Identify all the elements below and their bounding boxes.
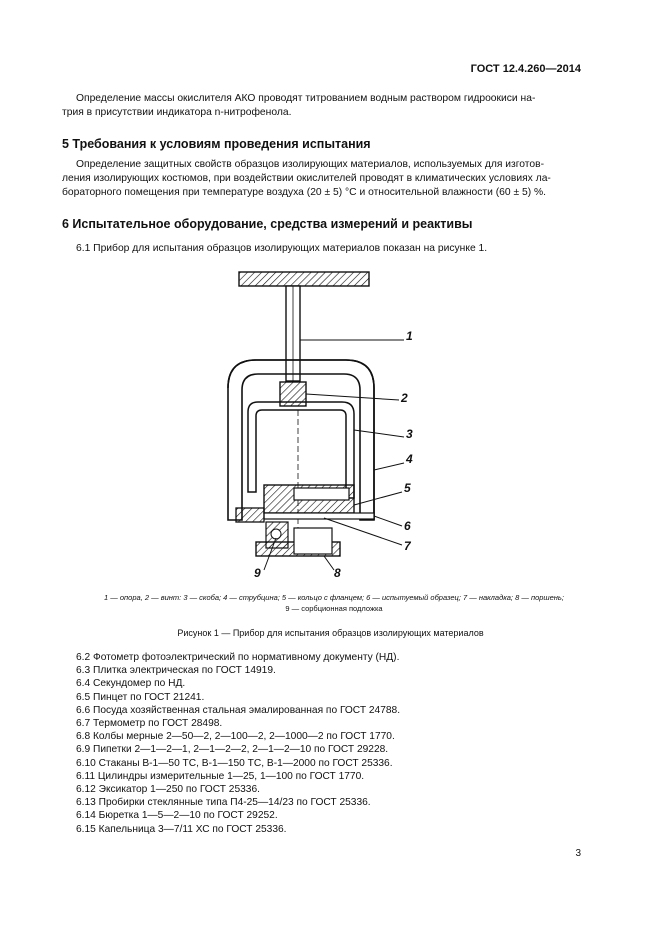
- list-item: 6.13 Пробирки стеклянные типа П4-25—14/23 по ГОСТ 25336.: [76, 797, 371, 809]
- callout-2: 2: [401, 391, 408, 405]
- section-5-line-3: бораторного помещения при температуре воздуха (20 ± 5) °С и относительной влажности (60 ± 5) %.: [62, 187, 547, 198]
- list-item: 6.12 Эксикатор 1—250 по ГОСТ 25336.: [76, 784, 260, 796]
- document-code-header: ГОСТ 12.4.260—2014: [470, 63, 581, 75]
- page-number: 3: [575, 848, 581, 859]
- intro-line-1: Определение массы окислителя АКО проводят титрованием водным раствором гидроокиси на-: [76, 93, 536, 104]
- list-item: 6.3 Плитка электрическая по ГОСТ 14919.: [76, 665, 276, 677]
- list-item: 6.15 Капельница 3—7/11 ХС по ГОСТ 25336.: [76, 823, 287, 835]
- clause-6-1: 6.1 Прибор для испытания образцов изолирующих материалов показан на рисунке 1.: [76, 243, 488, 254]
- list-item: 6.9 Пипетки 2—1—2—1, 2—1—2—2, 2—1—2—10 по ГОСТ 29228.: [76, 744, 389, 756]
- intro-paragraph: [62, 92, 584, 120]
- figure-caption: Рисунок 1 — Прибор для испытания образцов изолирующих материалов: [177, 628, 484, 638]
- list-item: 6.10 Стаканы В-1—50 ТС, В-1—150 ТС, В-1—2000 по ГОСТ 25336.: [76, 757, 393, 769]
- list-item: 6.11 Цилиндры измерительные 1—25, 1—100 по ГОСТ 1770.: [76, 770, 365, 782]
- callout-9: 9: [254, 566, 261, 580]
- list-item: 6.8 Колбы мерные 2—50—2, 2—100—2, 2—1000—2 по ГОСТ 1770.: [76, 731, 395, 743]
- bracket: [248, 402, 354, 498]
- section-5-heading: 5 Требования к условиям проведения испытания: [62, 137, 371, 151]
- callout-1: 1: [406, 329, 413, 343]
- section-5-paragraph: [62, 158, 584, 200]
- legend-line-1: 1 — опора, 2 — винт: 3 — скоба; 4 — струбцина; 5 — кольцо с фланцем; 6 — испытуемый образец; 7 — накладка; 8 — поршень;: [104, 593, 564, 602]
- callout-4: 4: [406, 452, 413, 466]
- list-item: 6.14 Бюретка 1—5—2—10 по ГОСТ 29252.: [76, 810, 278, 822]
- test-sample: [264, 513, 374, 519]
- section-5-line-2: ления изолирующих костюмов, при воздействии окислителей проводят в климатических условиях ла-: [62, 173, 551, 184]
- section-5-line-1: Определение защитных свойств образцов изолирующих материалов, используемых для изготов-: [76, 159, 545, 170]
- callout-6: 6: [404, 519, 411, 533]
- callout-7: 7: [404, 539, 411, 553]
- overlay: [236, 508, 264, 522]
- list-item: 6.2 Фотометр фотоэлектрический по нормативному документу (НД).: [76, 652, 400, 663]
- list-item: 6.6 Посуда хозяйственная стальная эмалированная по ГОСТ 24788.: [76, 704, 401, 716]
- callout-8: 8: [334, 566, 341, 580]
- figure-legend: [44, 592, 624, 614]
- equipment-list: [76, 651, 400, 836]
- list-item: 6.5 Пинцет по ГОСТ 21241.: [76, 691, 205, 703]
- callout-5: 5: [404, 481, 411, 495]
- intro-line-2: трия в присутствии индикатора n-нитрофенола.: [62, 107, 292, 118]
- callout-3: 3: [406, 427, 413, 441]
- legend-line-2: 9 — сорбционная подложка: [285, 604, 383, 613]
- list-item: 6.7 Термометр по ГОСТ 28498.: [76, 718, 223, 730]
- apparatus-figure: [214, 270, 444, 585]
- apparatus-drawing: [214, 270, 444, 585]
- support-plate: [239, 272, 369, 286]
- section-6-heading: 6 Испытательное оборудование, средства измерений и реактивы: [62, 217, 473, 231]
- list-item: 6.4 Секундомер по НД.: [76, 678, 186, 690]
